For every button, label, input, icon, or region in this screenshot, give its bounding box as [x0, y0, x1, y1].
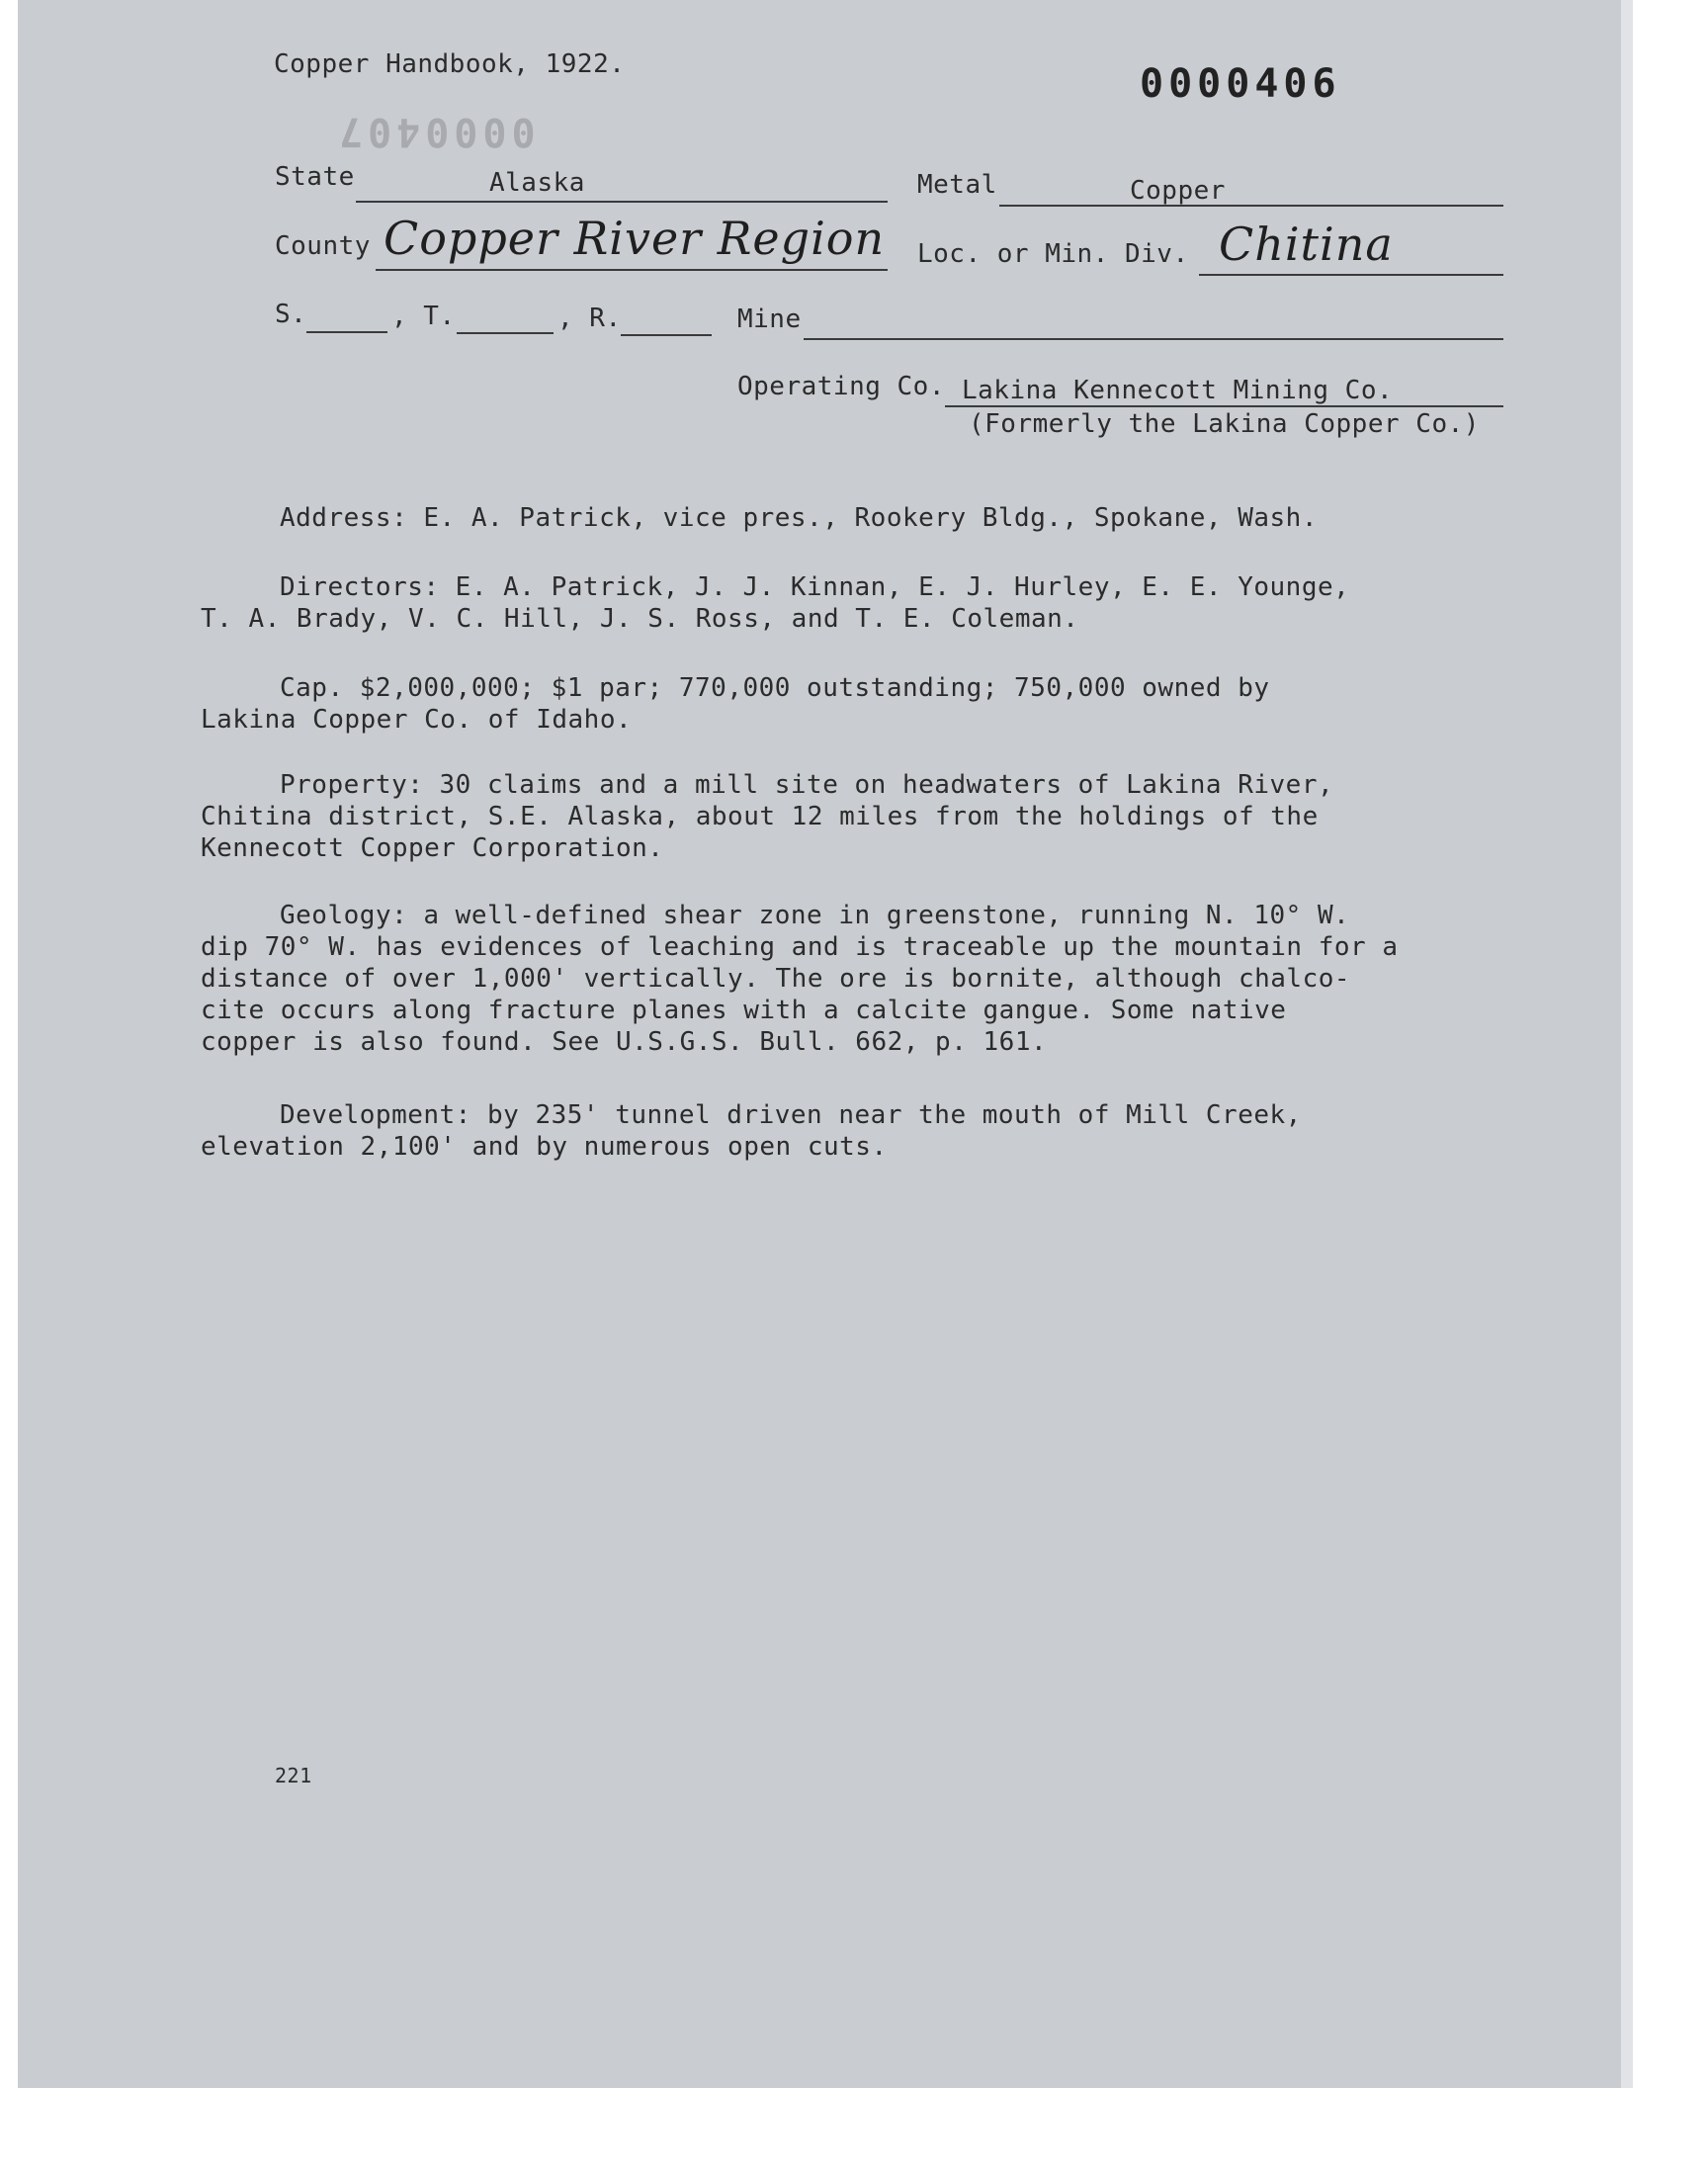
loc-underline [1199, 274, 1503, 276]
state-underline [356, 201, 888, 203]
geology-line-3: distance of over 1,000' vertically. The ore is bornite, although chalco- [201, 964, 1351, 994]
state-label: State [275, 162, 355, 192]
metal-label: Metal [917, 170, 997, 200]
development-paragraph [201, 1099, 1486, 1163]
document-page [18, 0, 1621, 2088]
directors-line-2: T. A. Brady, V. C. Hill, J. S. Ross, and T. E. Coleman. [201, 604, 1079, 634]
document-title: Copper Handbook, 1922. [274, 49, 626, 79]
township-label: , T. [391, 302, 456, 331]
property-line-1: Property: 30 claims and a mill site on headwaters of Lakina River, [280, 770, 1334, 800]
range-label: , R. [557, 304, 622, 333]
loc-value-handwritten: Chitina [1219, 218, 1394, 271]
property-paragraph [201, 769, 1486, 864]
section-label: S. [275, 300, 307, 329]
state-value: Alaska [489, 168, 585, 198]
township-underline [457, 332, 554, 334]
capital-line-1: Cap. $2,000,000; $1 par; 770,000 outstanding; 750,000 owned by [280, 673, 1270, 703]
operating-value: Lakina Kennecott Mining Co. [962, 376, 1394, 405]
property-line-3: Kennecott Copper Corporation. [201, 833, 664, 863]
geology-line-4: cite occurs along fracture planes with a calcite gangue. Some native [201, 996, 1287, 1025]
property-line-2: Chitina district, S.E. Alaska, about 12 miles from the holdings of the [201, 802, 1319, 831]
mine-underline [804, 338, 1503, 340]
metal-value: Copper [1130, 176, 1226, 206]
geology-line-5: copper is also found. See U.S.G.S. Bull. 662, p. 161. [201, 1027, 1048, 1057]
capital-paragraph [201, 672, 1486, 736]
mine-label: Mine [737, 304, 802, 334]
development-line-2: elevation 2,100' and by numerous open cuts. [201, 1132, 888, 1162]
operating-underline [945, 405, 1503, 407]
metal-underline [999, 205, 1503, 207]
operating-label: Operating Co. [737, 372, 945, 401]
directors-line-1: Directors: E. A. Patrick, J. J. Kinnan, E. J. Hurley, E. E. Younge, [280, 572, 1350, 602]
operating-note: (Formerly the Lakina Copper Co.) [969, 409, 1480, 439]
page-edge [1621, 0, 1633, 2088]
faint-number-stamp: 0000407 [334, 109, 536, 154]
page-number: 221 [275, 1764, 312, 1787]
loc-label: Loc. or Min. Div. [917, 239, 1189, 269]
range-underline [621, 334, 712, 336]
address-paragraph [201, 502, 1486, 534]
section-underline [306, 331, 387, 333]
county-value-handwritten: Copper River Region [384, 212, 886, 265]
county-label: County [275, 231, 371, 261]
geology-line-1: Geology: a well-defined shear zone in greenstone, running N. 10° W. [280, 901, 1350, 930]
geology-line-2: dip 70° W. has evidences of leaching and is traceable up the mountain for a [201, 932, 1399, 962]
capital-line-2: Lakina Copper Co. of Idaho. [201, 705, 633, 735]
document-number-stamp: 0000406 [1140, 61, 1341, 107]
geology-paragraph [201, 900, 1486, 1058]
address-text: Address: E. A. Patrick, vice pres., Rookery Bldg., Spokane, Wash. [280, 503, 1318, 533]
directors-paragraph [201, 571, 1486, 635]
county-underline [376, 269, 888, 271]
development-line-1: Development: by 235' tunnel driven near the mouth of Mill Creek, [280, 1100, 1302, 1130]
